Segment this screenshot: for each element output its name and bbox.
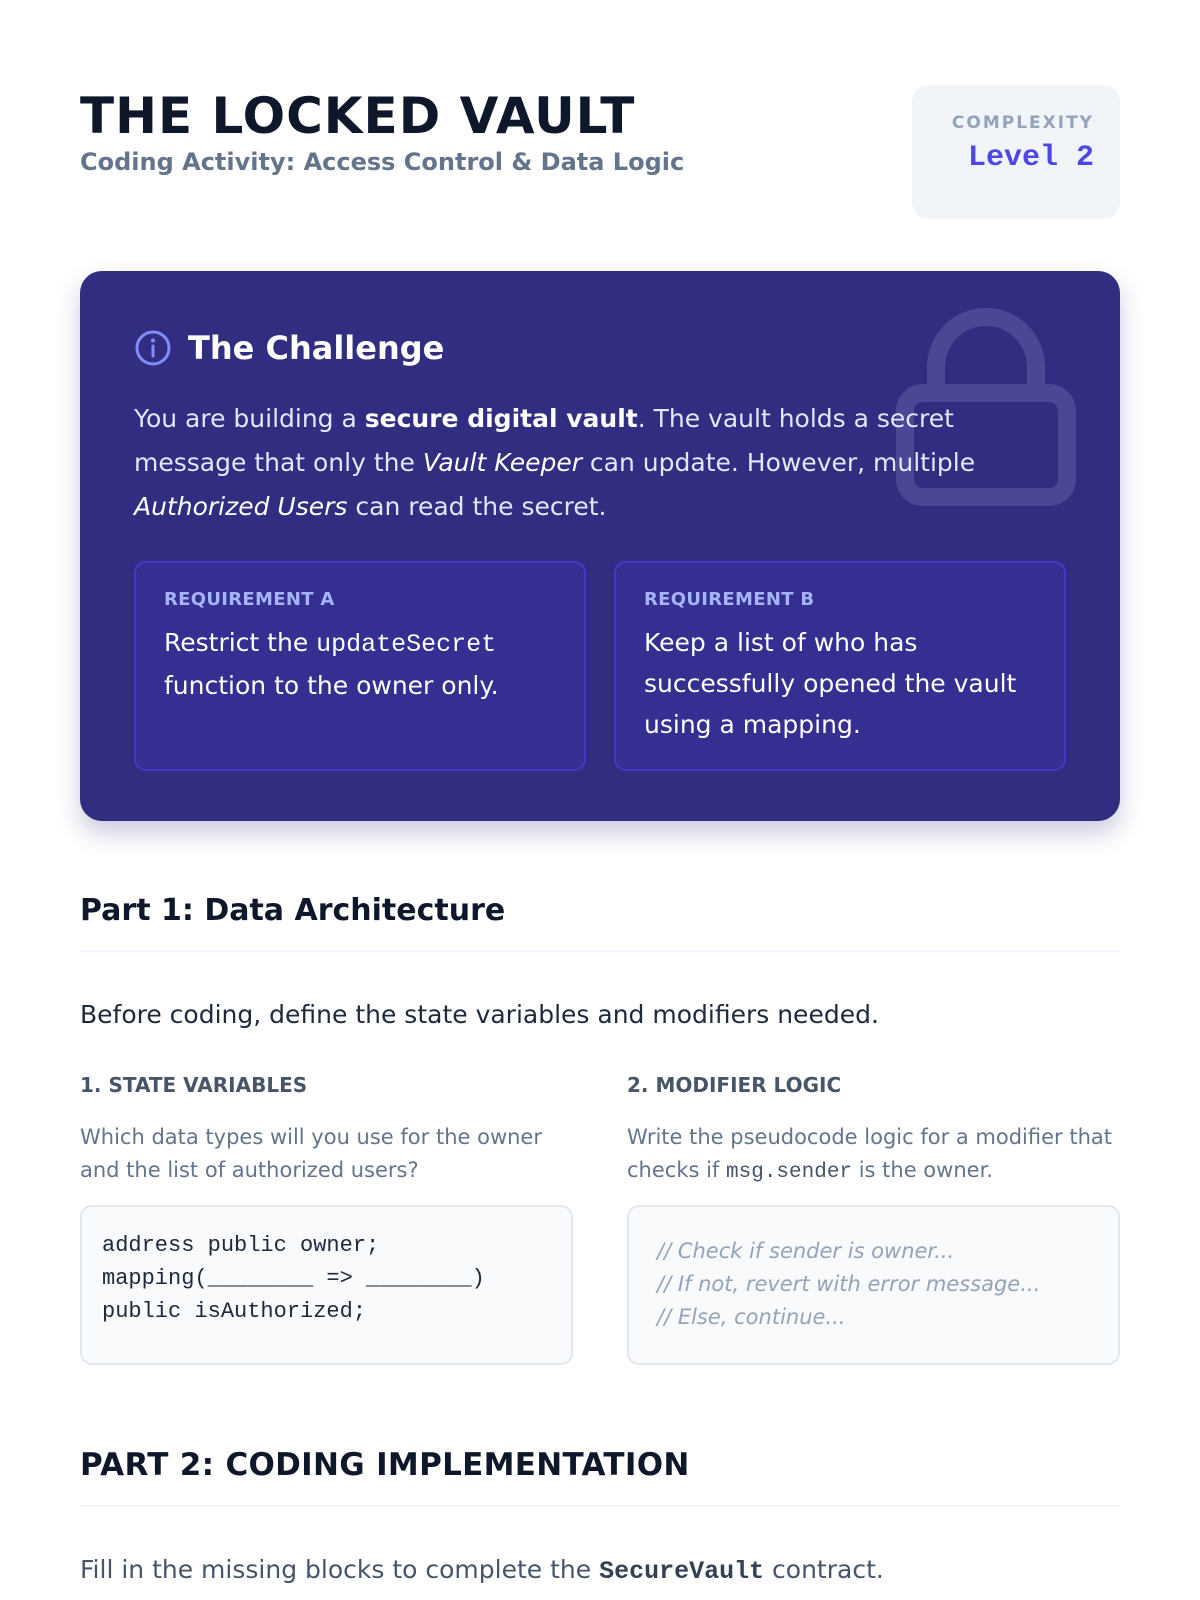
part-1-title: Part 1: Data Architecture xyxy=(80,893,506,928)
part-2-lead-code: SecureVault xyxy=(599,1557,765,1586)
state-variables-question: Which data types will you use for the owner and the list of authorized users? xyxy=(80,1125,542,1182)
pseudocode-line: // Check if sender is owner... xyxy=(657,1239,955,1263)
part-1-lead: Before coding, define the state variables and modifiers needed. xyxy=(80,1000,879,1029)
requirement-a-code: updateSecret xyxy=(316,630,497,659)
state-variables-code-box[interactable] xyxy=(80,1205,573,1365)
divider xyxy=(80,1505,1120,1507)
requirement-a-card xyxy=(134,561,586,771)
requirement-b-label: REQUIREMENT B xyxy=(644,589,815,610)
complexity-label: COMPLEXITY xyxy=(951,113,1094,133)
challenge-desc-text: You are building a xyxy=(134,404,365,433)
state-variables-column xyxy=(80,1073,573,1365)
part-2-title: PART 2: CODING IMPLEMENTATION xyxy=(80,1447,690,1483)
modifier-pseudocode-box[interactable] xyxy=(627,1205,1120,1365)
page-title: THE LOCKED VAULT xyxy=(80,87,636,145)
complexity-badge xyxy=(912,85,1120,219)
info-icon xyxy=(134,329,172,367)
modifier-question-code: msg.sender xyxy=(726,1161,853,1184)
divider xyxy=(80,950,1120,952)
challenge-desc-bold: secure digital vault xyxy=(364,404,638,433)
modifier-logic-title: 2. MODIFIER LOGIC xyxy=(627,1073,842,1097)
requirements-row xyxy=(134,561,1066,771)
challenge-title: The Challenge xyxy=(188,329,445,367)
challenge-desc-italic: Authorized Users xyxy=(134,492,348,521)
part-2-lead-text: contract. xyxy=(764,1555,884,1584)
requirement-a-text xyxy=(164,622,558,706)
challenge-card xyxy=(80,271,1120,821)
modifier-question-text: is the owner. xyxy=(852,1158,993,1182)
pseudocode-line: // If not, revert with error message... xyxy=(657,1272,1041,1296)
challenge-description xyxy=(134,397,1064,529)
modifier-question-text: Write the pseudocode logic for a modifier that checks if xyxy=(627,1125,1112,1182)
part-2-lead xyxy=(80,1555,1120,1586)
part-2-lead-text: Fill in the missing blocks to complete the xyxy=(80,1555,600,1584)
challenge-desc-italic: Vault Keeper xyxy=(422,448,582,477)
part-1-columns xyxy=(80,1073,1120,1365)
part-1-section xyxy=(80,893,1120,1365)
state-variables-title: 1. STATE VARIABLES xyxy=(80,1073,308,1097)
modifier-logic-column xyxy=(627,1073,1120,1365)
complexity-value: Level 2 xyxy=(967,141,1094,175)
requirement-a-text-part: function to the owner only. xyxy=(164,671,499,700)
challenge-desc-text: can read the secret. xyxy=(347,492,607,521)
requirement-a-text-part: Restrict the xyxy=(164,628,317,657)
requirement-b-text: Keep a list of who has successfully opened the vault using a mapping. xyxy=(644,628,1017,739)
requirement-b-card xyxy=(614,561,1066,771)
challenge-desc-text: can update. However, multiple xyxy=(581,448,976,477)
part-2-section xyxy=(80,1447,1120,1586)
pseudocode-line: // Else, continue... xyxy=(657,1305,846,1329)
state-variables-code: address public owner; mapping(________ => ________) public isAuthorized; xyxy=(102,1233,485,1324)
page-header xyxy=(80,85,1120,217)
modifier-logic-question xyxy=(627,1121,1120,1187)
page-subtitle: Coding Activity: Access Control & Data Logic xyxy=(80,148,685,176)
challenge-desc-text: . The vault holds a secret message that only the xyxy=(134,404,954,477)
requirement-a-label: REQUIREMENT A xyxy=(164,589,335,610)
